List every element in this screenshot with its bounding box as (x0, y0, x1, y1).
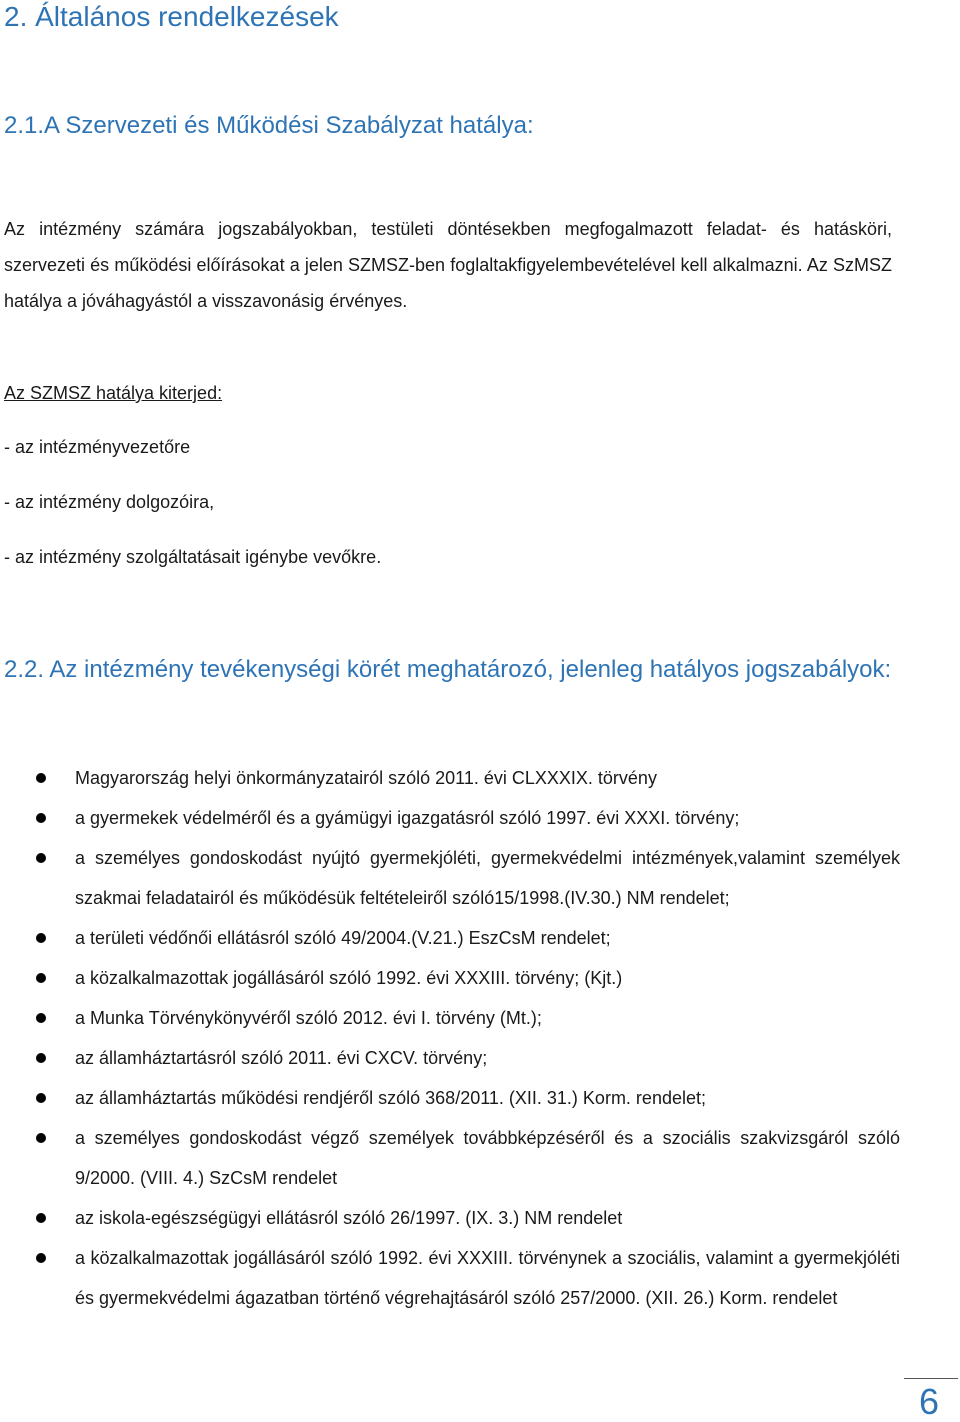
list-item (0, 1038, 900, 1078)
page-number: 6 (918, 1381, 940, 1422)
law-text: a Munka Törvénykönyvéről szóló 2012. évi I. törvény (Mt.); (75, 1008, 542, 1028)
list-item (0, 1238, 900, 1318)
law-list (0, 758, 900, 1318)
section-heading-2-2: 2.2. Az intézmény tevékenységi körét meghatározó, jelenleg hatályos jogszabályok: (4, 656, 892, 683)
list-item (0, 958, 900, 998)
bullet-icon (36, 973, 46, 983)
list-item (0, 1198, 900, 1238)
bullet-icon (36, 853, 46, 863)
law-text: az államháztartás működési rendjéről szóló 368/2011. (XII. 31.) Korm. rendelet; (75, 1088, 706, 1108)
scope-item: - az intézményvezetőre (4, 437, 191, 457)
scope-paragraph: Az intézmény számára jogszabályokban, testületi döntésekben megfogalmazott feladat- és hatásköri, szervezeti és működési előírásokat a jelen SZMSZ-ben foglaltakfigyelembevételével kell alkalmazni. Az SzMSZ hatálya a jóváhagyástól a visszavonásig érvényes. (4, 219, 892, 311)
list-item (0, 918, 900, 958)
list-item (0, 838, 900, 918)
law-text: a területi védőnői ellátásról szóló 49/2004.(V.21.) EszCsM rendelet; (75, 928, 611, 948)
scope-item: - az intézmény dolgozóira, (4, 492, 215, 512)
bullet-icon (36, 813, 46, 823)
law-text: a közalkalmazottak jogállásáról szóló 1992. évi XXXIII. törvény; (Kjt.) (75, 968, 623, 988)
list-item (0, 758, 900, 798)
bullet-icon (36, 1093, 46, 1103)
law-text: a személyes gondoskodást nyújtó gyermekjóléti, gyermekvédelmi intézmények,valamint személyek szakmai feladatairól és működésük feltételeiről szóló15/1998.(IV.30.) NM rendelet; (75, 848, 900, 908)
section-heading-2-1: 2.1.A Szervezeti és Működési Szabályzat hatálya: (4, 112, 534, 139)
scope-label: Az SZMSZ hatálya kiterjed: (4, 383, 223, 403)
law-text: a személyes gondoskodást végző személyek továbbképzéséről és a szociális szakvizsgáról szóló 9/2000. (VIII. 4.) SzCsM rendelet (75, 1128, 900, 1188)
law-text: az iskola-egészségügyi ellátásról szóló 26/1997. (IX. 3.) NM rendelet (75, 1208, 623, 1228)
bullet-icon (36, 773, 46, 783)
page-number-rule (904, 1378, 958, 1379)
main-heading: 2. Általános rendelkezések (4, 1, 339, 32)
bullet-icon (36, 1253, 46, 1263)
law-text: a közalkalmazottak jogállásáról szóló 1992. évi XXXIII. törvénynek a szociális, valamint a gyermekjóléti és gyermekvédelmi ágazatban történő végrehajtásáról szóló 257/2000. (XII. 26.) Korm. rendelet (75, 1248, 900, 1308)
law-text: a gyermekek védelméről és a gyámügyi igazgatásról szóló 1997. évi XXXI. törvény; (75, 808, 740, 828)
bullet-icon (36, 1213, 46, 1223)
list-item (0, 1118, 900, 1198)
bullet-icon (36, 933, 46, 943)
list-item (0, 998, 900, 1038)
list-item (0, 1078, 900, 1118)
law-text: az államháztartásról szóló 2011. évi CXCV. törvény; (75, 1048, 488, 1068)
scope-item: - az intézmény szolgáltatásait igénybe vevőkre. (4, 547, 382, 567)
bullet-icon (36, 1133, 46, 1143)
bullet-icon (36, 1013, 46, 1023)
law-text: Magyarország helyi önkormányzatairól szóló 2011. évi CLXXXIX. törvény (75, 768, 657, 788)
bullet-icon (36, 1053, 46, 1063)
list-item (0, 798, 900, 838)
